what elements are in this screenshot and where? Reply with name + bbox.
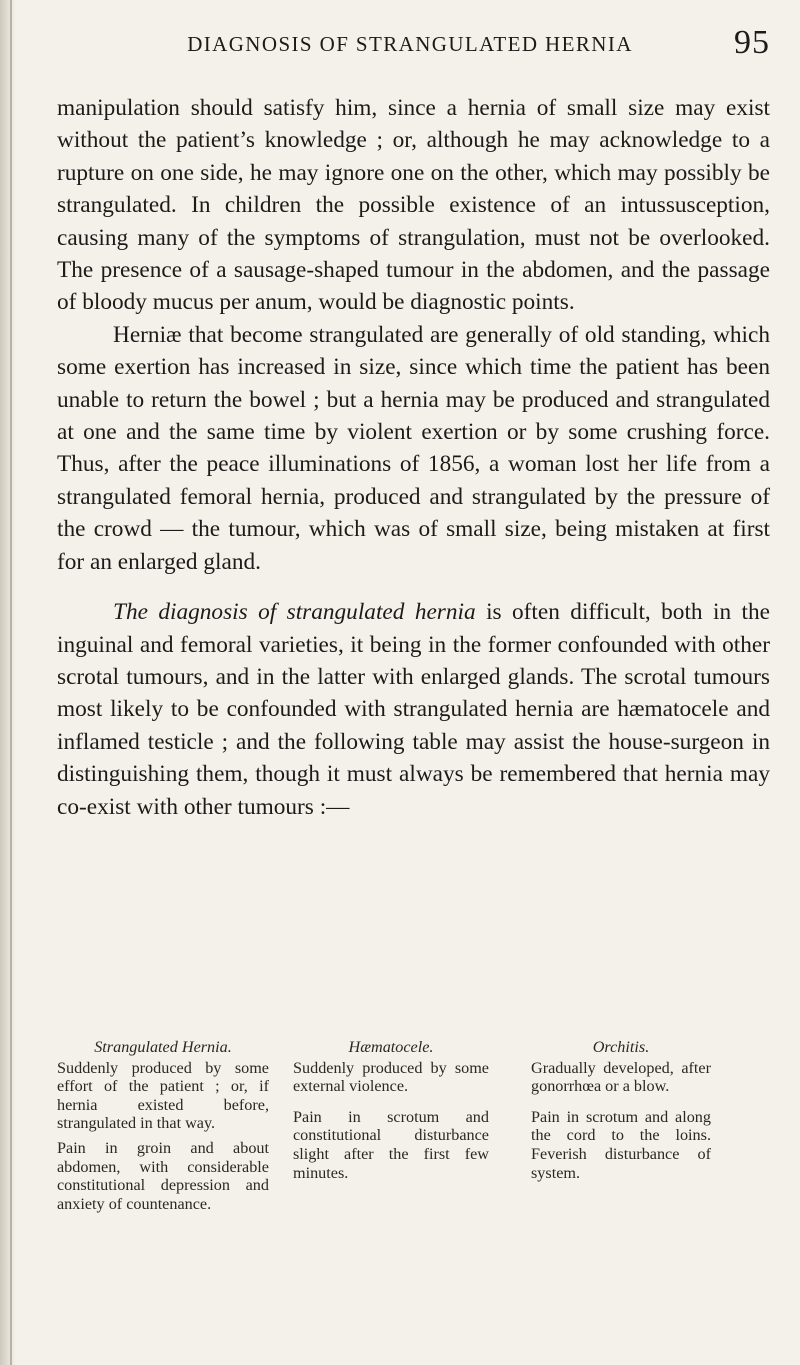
column-item: Pain in scrotum and along the cord to the loins. Feverish disturbance of system. [531, 1107, 711, 1182]
page-gutter [0, 0, 16, 1365]
page-number: 95 [734, 24, 770, 61]
column-heading: Strangulated Hernia. [94, 1038, 232, 1056]
paragraph-3 [57, 596, 770, 823]
column-heading: Orchitis. [592, 1038, 650, 1056]
table-column-haematocele [293, 1038, 489, 1188]
paragraph-3-text: is often difficult, both in the inguinal and femoral varieties, it being in the former confounded with other scrotal tumours, and in the latter with enlarged glands. The scrotal tumours most likely to be confounded with strangulated hernia are hæmatocele and inflamed testicle ; and the following table may assist the house-surgeon in distinguishing them, though it must always be remembered that hernia may co-exist with other tumours :— [57, 599, 770, 820]
gutter-shadow-line [10, 0, 12, 1365]
page-header [90, 24, 770, 64]
column-heading: Hæmatocele. [348, 1038, 434, 1056]
paragraph-2: Herniæ that become strangulated are generally of old standing, which some exertion has increased in size, since which time the patient has been unable to return the bowel ; but a hernia may be produced and strangulated at one and the same time by violent exertion or by some crushing force. Thus, after the peace illuminations of 1856, a woman lost her life from a strangulated femoral hernia, produced and strangulated by the pressure of the crowd — the tumour, which was of small size, being mistaken at first for an enlarged gland. [57, 321, 770, 575]
column-item: Pain in groin and about abdomen, with considerable constitutional depression and anxiety of countenance. [57, 1138, 269, 1213]
paragraph-1: manipulation should satisfy him, since a hernia of small size may exist without the patient’s knowledge ; or, although he may acknowledge to a rupture on one side, he may ignore one on the other, which may possibly be strangulated. In children the possible existence of an intussusception, causing many of the symptoms of strangulation, must not be overlooked. The presence of a sausage-shaped tumour in the abdomen, and the passage of bloody mucus per anum, would be diagnostic points. [57, 95, 770, 316]
column-item: Suddenly produced by some effort of the patient ; or, if hernia existed before, strangulated in that way. [57, 1058, 269, 1133]
table-column-orchitis [531, 1038, 711, 1188]
running-head: DIAGNOSIS OF STRANGULATED HERNIA [187, 32, 633, 56]
column-item: Gradually developed, after gonorrhœa or a blow. [531, 1058, 711, 1096]
table-column-strangulated-hernia [57, 1038, 269, 1219]
body-text [57, 92, 770, 823]
diagnosis-table [57, 1038, 773, 1298]
column-item: Suddenly produced by some external violence. [293, 1058, 489, 1096]
paragraph-3-italic-lead: The diagnosis of strangulated hernia [113, 599, 476, 626]
column-item: Pain in scrotum and constitutional disturbance slight after the first few minutes. [293, 1107, 489, 1182]
